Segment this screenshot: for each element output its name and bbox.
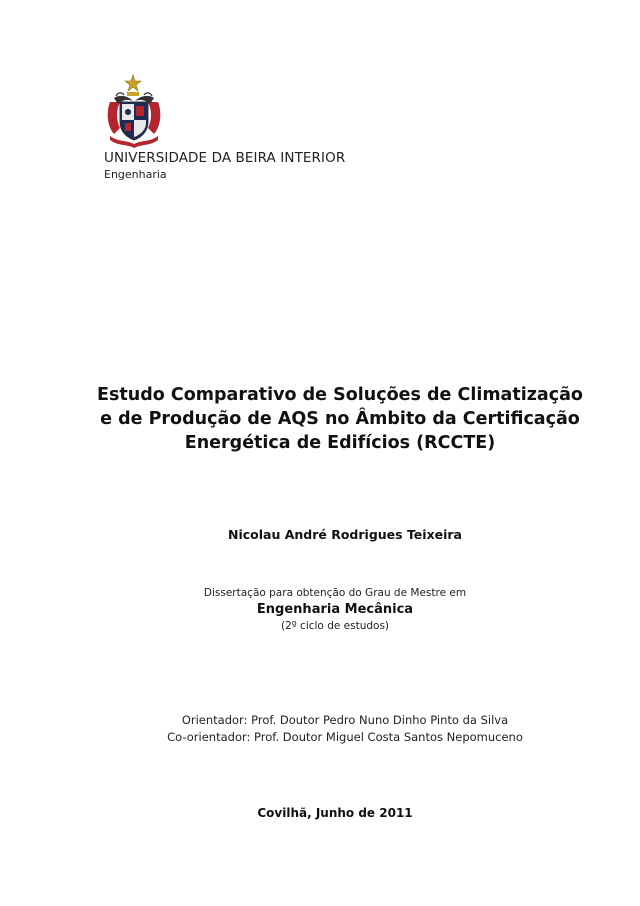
university-name: UNIVERSIDADE DA BEIRA INTERIOR bbox=[104, 150, 346, 166]
faculty-name: Engenharia bbox=[104, 168, 167, 181]
thesis-title-line-1: Estudo Comparativo de Soluções de Climatização bbox=[97, 385, 583, 405]
degree-intro: Dissertação para obtenção do Grau de Mestre em bbox=[203, 587, 467, 599]
co-supervisor: Co-orientador: Prof. Doutor Miguel Costa Santos Nepomuceno bbox=[167, 730, 523, 744]
thesis-title-line-3: Energética de Edifícios (RCCTE) bbox=[184, 433, 496, 453]
thesis-title bbox=[60, 383, 620, 455]
author-name: Nicolau André Rodrigues Teixeira bbox=[227, 527, 462, 542]
degree-cycle: (2º ciclo de estudos) bbox=[280, 620, 390, 632]
supervisor: Orientador: Prof. Doutor Pedro Nuno Dinho Pinto da Silva bbox=[181, 713, 509, 727]
university-crest-icon bbox=[104, 74, 166, 148]
place-and-date: Covilhã, Junho de 2011 bbox=[257, 806, 413, 820]
degree-name: Engenharia Mecânica bbox=[256, 602, 414, 617]
thesis-title-line-2: e de Produção de AQS no Âmbito da Certificação bbox=[100, 409, 580, 429]
